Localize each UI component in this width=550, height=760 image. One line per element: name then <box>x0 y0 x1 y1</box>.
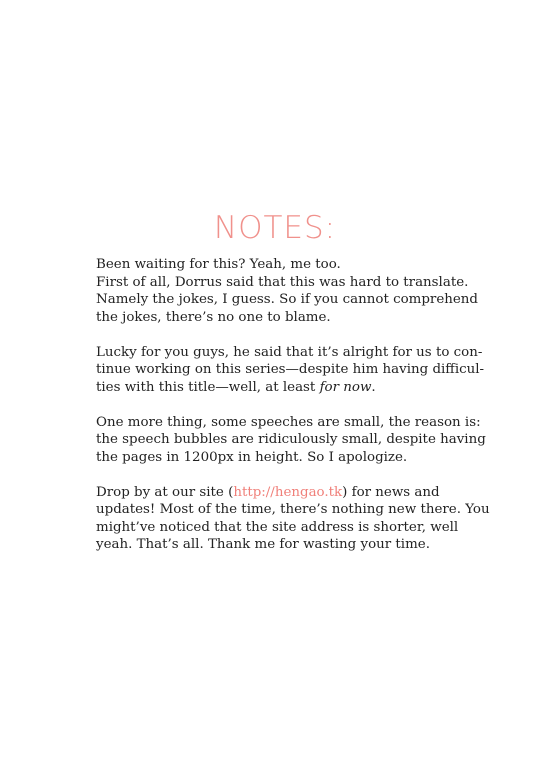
paragraph-speeches <box>96 414 486 467</box>
text-line: Lucky for you guys, he said that it’s alright for us to con- <box>96 344 483 360</box>
text-fragment: . <box>371 379 376 395</box>
notes-body <box>96 256 490 571</box>
text-line: the speech bubbles are ridiculously small, despite having <box>96 432 486 447</box>
site-link[interactable]: http://hengao.tk <box>233 484 343 500</box>
emphasis-text: for now <box>319 379 372 395</box>
text-line: Been waiting for this? Yeah, me too. <box>96 257 341 272</box>
paragraph-intro <box>96 256 478 326</box>
text-line: the jokes, there’s no one to blame. <box>96 309 331 325</box>
text-line: Namely the jokes, I guess. So if you cannot comprehend <box>96 292 478 307</box>
page-title: NOTES: <box>213 210 337 246</box>
paragraph-site <box>96 484 490 554</box>
text-line <box>96 379 466 397</box>
text-line: updates! Most of the time, there’s nothing new there. You <box>96 502 490 517</box>
text-line: One more thing, some speeches are small, the reason is: <box>96 414 481 430</box>
paragraph-lucky <box>96 344 485 397</box>
text-fragment: Drop by at our site ( <box>96 484 234 500</box>
text-fragment: ) for news and <box>342 484 440 500</box>
text-line: might’ve noticed that the site address is shorter, well <box>96 519 459 535</box>
text-line <box>96 484 466 502</box>
text-fragment: ties with this title—well, at least <box>96 379 320 395</box>
text-line: First of all, Dorrus said that this was hard to translate. <box>96 274 469 290</box>
text-line: tinue working on this series—despite him having difficul- <box>96 362 485 377</box>
text-line: the pages in 1200px in height. So I apologize. <box>96 449 408 465</box>
text-line: yeah. That’s all. Thank me for wasting your time. <box>96 537 430 552</box>
